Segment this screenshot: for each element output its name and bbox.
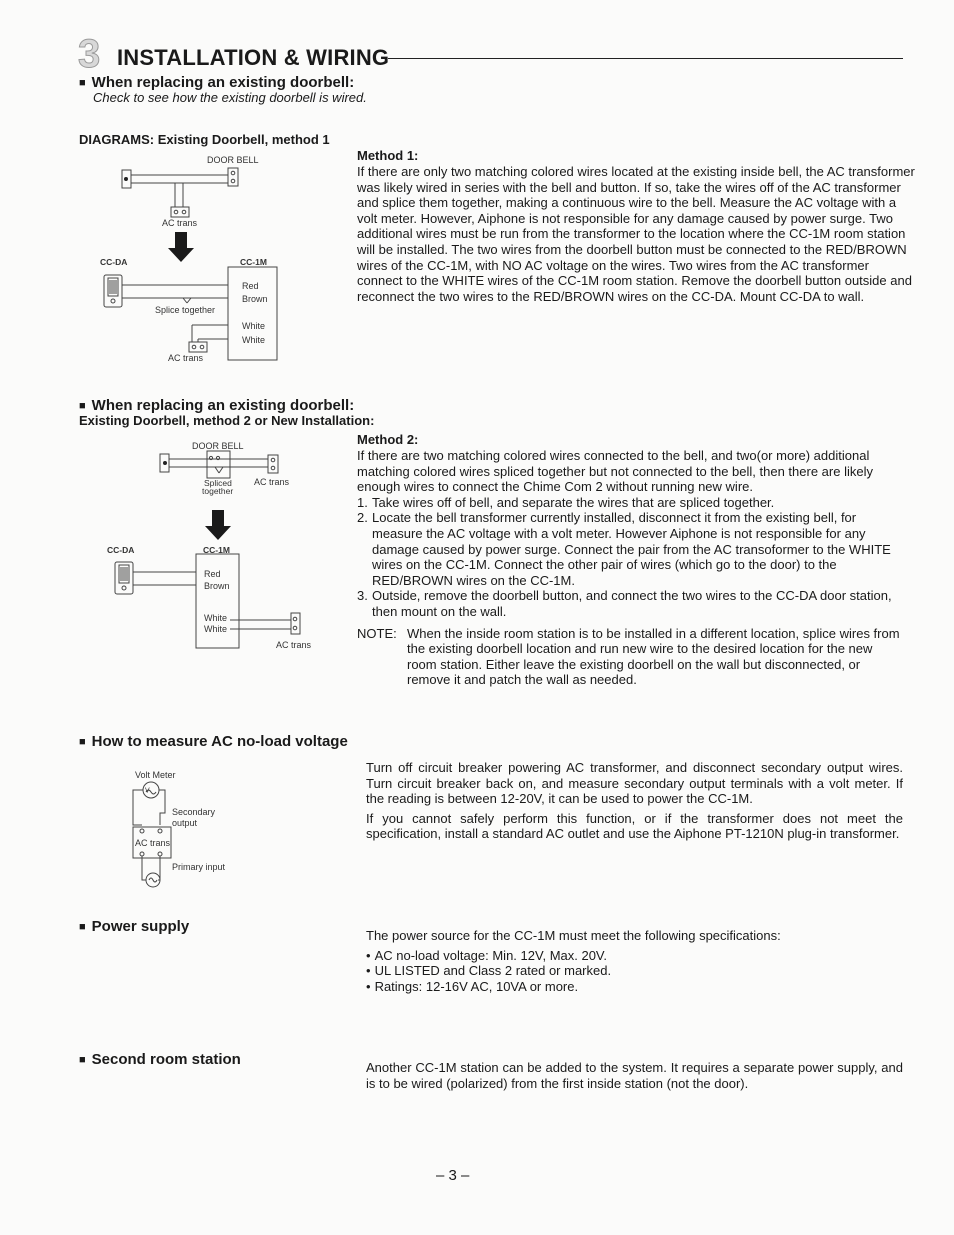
label-white-1: White	[204, 613, 228, 623]
method2-step: 1. Take wires off of bell, and separate the wires that are spliced together.	[357, 494, 775, 510]
voltage-para-1: Turn off circuit breaker powering AC transformer, and disconnect secondary output wires. Turn circuit breaker back on, and measure secondary output terminals with a volt meter. If the reading is between 12-20V, it can be used to power the CC-1M.	[366, 760, 903, 807]
label-ac-trans-bottom: AC trans	[168, 353, 204, 363]
label-door-bell: DOOR BELL	[207, 155, 259, 165]
page-title: INSTALLATION & WIRING	[117, 45, 390, 70]
label-together: together	[202, 486, 234, 496]
label-ac-trans-top: AC trans	[162, 218, 198, 228]
label-cc-da: CC-DA	[107, 545, 135, 555]
label-cc-1m: CC-1M	[203, 545, 230, 555]
method1-block	[357, 148, 917, 304]
section1-note: Check to see how the existing doorbell is wired.	[93, 90, 367, 105]
section4-heading: ■ Power supply	[79, 918, 189, 937]
label-red: Red	[242, 281, 259, 291]
label-primary-input: Primary input	[172, 862, 226, 872]
label-cc-da: CC-DA	[100, 257, 128, 267]
page-number: – 3 –	[436, 1167, 470, 1184]
label-ac-trans: AC trans	[135, 838, 171, 848]
note-label: NOTE:	[357, 625, 397, 641]
voltage-para-2: If you cannot safely perform this function, or if the transformer does not meet the specification, install a standard AC outlet and use the Aiphone PT-1210N plug-in transformer.	[366, 810, 903, 842]
label-ac-trans-top: AC trans	[254, 477, 290, 487]
door-bell-terminal	[228, 168, 238, 186]
method2-block	[357, 432, 905, 688]
voltmeter-diagram	[125, 765, 245, 895]
diagrams-title: DIAGRAMS: Existing Doorbell, method 1	[79, 132, 330, 147]
section2-subheading: Existing Doorbell, method 2 or New Installation:	[79, 413, 375, 428]
second-station-text: Another CC-1M station can be added to the system. It requires a separate power supply, and is to be wired (polarized) from the first inside station (not the door).	[366, 1060, 903, 1091]
label-red: Red	[204, 569, 221, 579]
label-door-bell: DOOR BELL	[192, 441, 244, 451]
splice-box	[207, 451, 230, 478]
wiring-diagram-method2	[95, 437, 330, 652]
method2-steps	[357, 495, 905, 620]
section5-heading: ■ Second room station	[79, 1051, 241, 1070]
label-cc-1m: CC-1M	[240, 257, 267, 267]
cc-da-station	[104, 275, 122, 307]
power-spec-item: • UL LISTED and Class 2 rated or marked.	[366, 963, 903, 979]
label-volt-meter: Volt Meter	[135, 770, 176, 780]
label-ac-trans-bottom: AC trans	[276, 640, 312, 650]
method2-note	[357, 626, 905, 688]
method2-step: 3. Outside, remove the doorbell button, and connect the two wires to the CC-DA door station, then mount on the wall.	[357, 588, 892, 619]
power-spec-item: • AC no-load voltage: Min. 12V, Max. 20V.	[366, 948, 903, 964]
method2-title: Method 2:	[357, 432, 419, 447]
power-supply-block	[366, 928, 903, 994]
wiring-diagram-method1	[95, 150, 295, 365]
section3-heading: ■ How to measure AC no-load voltage	[79, 733, 348, 752]
section1-heading: ■ When replacing an existing doorbell:	[79, 74, 354, 93]
section-number: 3	[78, 32, 101, 76]
voltage-instructions	[366, 760, 903, 842]
power-supply-list	[366, 948, 903, 995]
label-brown: Brown	[204, 581, 230, 591]
section2-heading: ■ When replacing an existing doorbell:	[79, 397, 354, 416]
power-spec-item: • Ratings: 12-16V AC, 10VA or more.	[366, 979, 903, 995]
label-spliced: Spliced	[204, 478, 232, 488]
method2-intro: If there are two matching colored wires connected to the bell, and two(or more) additional matching colored wires spliced together but not connected to the bell, then there are likely enough wires to connect the Chime Com 2 without running new wire.	[357, 448, 873, 495]
method1-text: If there are only two matching colored wires located at the existing inside bell, the AC transformer was likely wired in series with the bell and button. If so, take the wires off of the AC transformer and splice them together, making a continuous wire to the bell. Measure the AC voltage with a volt meter. However, Aiphone is not responsible for any damage caused by power surge. Two additional wires must be run from the transformer to the location where the CC-1M room station will be installed. The two wires from the doorbell button must be connected to the RED/BROWN wires of the CC-1M, with NO AC voltage on the wires. Two wires from the AC transformer connect to the WHITE wires of the CC-1M room station. Remove the doorbell button outside and reconnect the two wires to the RED/BROWN wires on the CC-DA. Mount CC-DA to wall.	[357, 164, 915, 304]
title-rule	[388, 58, 903, 59]
power-supply-intro: The power source for the CC-1M must meet the following specifications:	[366, 928, 781, 943]
down-arrow-icon	[205, 510, 231, 540]
label-brown: Brown	[242, 294, 268, 304]
method2-step: 2. Locate the bell transformer currently installed, disconnect it from the existing bell, for measure the AC voltage with a volt meter. However Aiphone is not responsible for any damage caused by power surge. Connect the pair from the AC transoformer to the WHITE wires on the CC-1M. Connect the other pair of wires (which go to the door) to the RED/BROWN wires on the CC-1M.	[357, 510, 891, 588]
ac-trans-box	[171, 207, 189, 217]
label-white-2: White	[242, 335, 266, 345]
v-symbol: V	[145, 787, 150, 795]
ac-trans-box-bottom	[189, 342, 207, 352]
label-output: output	[172, 818, 198, 828]
label-secondary: Secondary	[172, 807, 216, 817]
label-white-1: White	[242, 321, 266, 331]
cc-da-station	[115, 562, 133, 594]
down-arrow-icon	[168, 232, 194, 262]
note-text: When the inside room station is to be installed in a different location, splice wires from the existing doorbell location and run new wire to the desired location for the new room station. Either leave the existing doorbell on the wall but disconnected, or remove it and patch the wall as needed.	[407, 625, 900, 688]
ac-trans-box-bottom	[291, 613, 300, 634]
method1-title: Method 1:	[357, 148, 419, 163]
label-white-2: White	[204, 624, 228, 634]
label-splice: Splice together	[155, 305, 216, 315]
